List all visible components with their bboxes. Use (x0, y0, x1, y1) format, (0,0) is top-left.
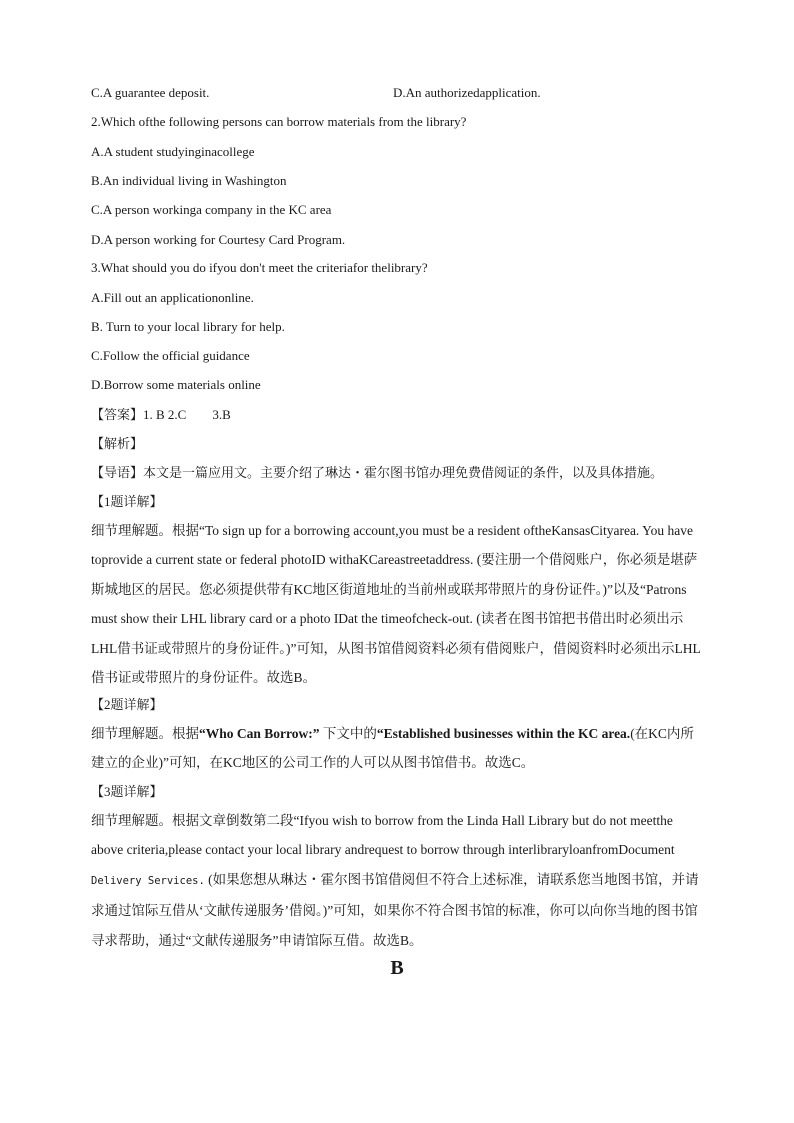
q1-option-c: C.A guarantee deposit. (91, 85, 210, 100)
q3-detail-heading: 【3题详解】 (91, 784, 163, 799)
q2-detail-mid: 下文中的 (319, 726, 377, 741)
q3-question: 3.What should you do ifyou don't meet the criteriafor thelibrary? (91, 260, 428, 275)
q2-option-b: B.An individual living in Washington (91, 173, 287, 188)
answer-label: 【答案】 (91, 407, 144, 422)
q3-detail-rest: (如果您想从琳达・霍尔图书馆借阅但不符合上述标准，请联系您当地图书馆，并请求通过馆际互借从‘文献传递服务’借阅。)”可知，如果你不符合图书馆的标准，你可以向你当地的图书馆寻求帮助，通过“文献传递服务”申请馆际互借。故选B。 (91, 871, 699, 948)
q2-option-d: D.A person working for Courtesy Card Program. (91, 232, 346, 247)
q2-detail-prefix: 细节理解题。根据 (91, 726, 199, 741)
q2-detail-quote-text: “Established businesses within the KC area. (376, 726, 631, 741)
q1-detail-paragraph: 细节理解题。根据“To sign up for a borrowing account,you must be a resident oftheKansasCityarea. You have toprovide a current state or federal photoID withaKCareastreetaddress. (要注册一个借阅账户，你必须是堪萨斯城地区的居民。您必须提供带有KC地区街道地址的当前州或联邦带照片的身份证件。)”以及“Patrons must show their LHL library card or a photo IDat the timeofcheck-out. (读者在图书馆把书借出时必须出示LHL借书证或带照片的身份证件。)”可知，从图书馆借阅资料必须有借阅账户，借阅资料时必须出示LHL借书证或带照片的身份证件。故选B。 (91, 523, 701, 686)
q2-option-a: A.A student studyinginacollege (91, 144, 255, 159)
q2-detail-quote-heading: “Who Can Borrow:” (199, 726, 320, 741)
q3-option-b: B. Turn to your local library for help. (91, 319, 285, 334)
q3-detail-paragraph (91, 806, 701, 955)
guide-line (91, 465, 663, 481)
q2-detail-heading: 【2题详解】 (91, 697, 163, 712)
q1-detail-heading: 【1题详解】 (91, 494, 163, 509)
guide-label: 【导语】 (91, 465, 144, 480)
answer-line (91, 407, 231, 423)
section-letter: B (390, 957, 404, 979)
q3-detail-service-name: Delivery Services. (91, 874, 205, 887)
q3-option-d: D.Borrow some materials online (91, 377, 261, 392)
guide-text: 本文是一篇应用文。主要介绍了琳达・霍尔图书馆办理免费借阅证的条件，以及具体措施。 (143, 465, 664, 480)
answer-values: 1. B 2.C 3.B (143, 407, 231, 422)
q3-detail-prefix: 细节理解题。根据文章倒数第二段“Ifyou wish to borrow from the Linda Hall Library but do not meetthe above criteria,please contact your local library andrequest to borrow through interlibraryloanfromDocument (91, 813, 675, 858)
q3-option-a: A.Fill out an applicationonline. (91, 290, 254, 305)
q1-option-d: D.An authorizedapplication. (393, 85, 541, 100)
analysis-label: 【解析】 (91, 436, 144, 451)
q2-question: 2.Which ofthe following persons can borrow materials from the library? (91, 114, 467, 129)
q2-detail-rest: (在KC内所建立的企业)”可知，在KC地区的公司工作的人可以从图书馆借书。故选C。 (91, 726, 694, 771)
q2-detail-paragraph (91, 719, 701, 778)
q3-option-c: C.Follow the official guidance (91, 348, 250, 363)
q2-option-c: C.A person workinga company in the KC area (91, 202, 332, 217)
